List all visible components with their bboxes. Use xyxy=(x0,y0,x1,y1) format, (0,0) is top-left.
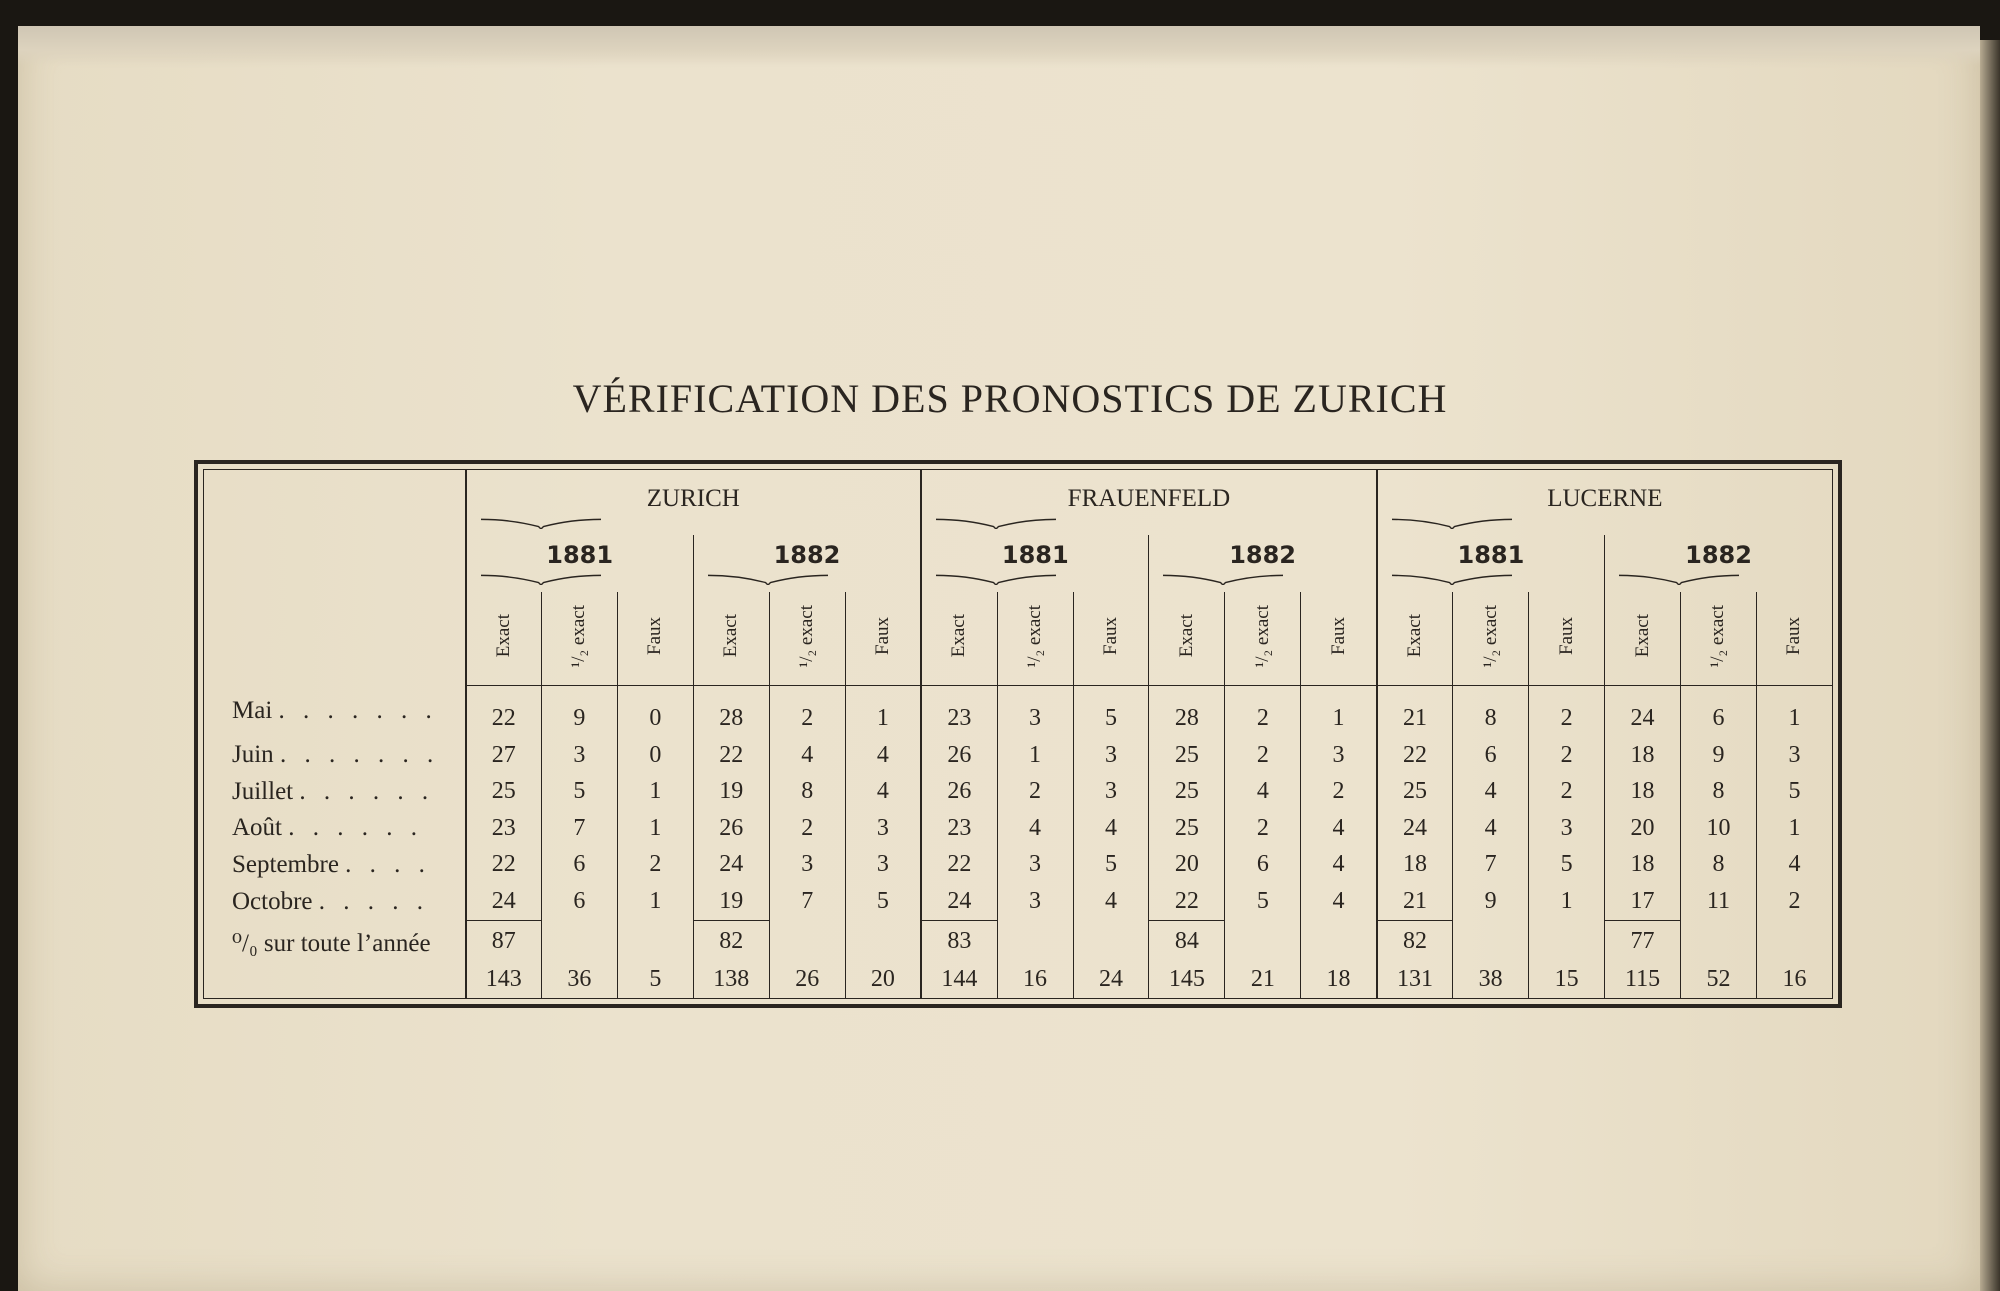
table-cell: 2 xyxy=(997,774,1073,811)
exact-header xyxy=(693,592,769,686)
leader-dots: . . . . . . . xyxy=(279,741,440,769)
total-cell: 143 xyxy=(466,961,542,998)
city-name: FRAUENFELD xyxy=(1067,484,1231,512)
table-cell: 21 xyxy=(1377,883,1453,920)
table-cell: 1 xyxy=(1529,883,1605,920)
table-cell: 22 xyxy=(466,847,542,884)
table-cell: 18 xyxy=(1605,847,1681,884)
total-cell: 36 xyxy=(541,961,617,998)
table-cell: 2 xyxy=(1225,810,1301,847)
empty-cell xyxy=(1225,920,1301,961)
exact-header xyxy=(921,592,997,686)
subheader-label: Exact xyxy=(948,614,970,658)
faux-header xyxy=(1301,592,1377,686)
table-cell: 3 xyxy=(1529,810,1605,847)
table-row xyxy=(204,686,1833,737)
table-cell: 24 xyxy=(921,883,997,920)
table-cell: 0 xyxy=(617,737,693,774)
exact-header xyxy=(1605,592,1681,686)
table-cell: 23 xyxy=(921,810,997,847)
table-cell: 11 xyxy=(1681,883,1757,920)
month-label xyxy=(204,737,466,774)
table-cell: 25 xyxy=(1149,774,1225,811)
year-header xyxy=(1605,535,1833,592)
table-cell: 20 xyxy=(1605,810,1681,847)
table-cell: 23 xyxy=(466,810,542,847)
table-cell: 19 xyxy=(693,883,769,920)
table-row xyxy=(204,847,1833,884)
empty-cell xyxy=(1529,920,1605,961)
percent-label: ⁰/₀ sur toute l’année xyxy=(232,930,431,958)
table-cell: 2 xyxy=(1225,737,1301,774)
subheader-label: Faux xyxy=(1555,617,1577,656)
table-row xyxy=(204,810,1833,847)
table-cell: 4 xyxy=(1301,810,1377,847)
total-cell: 115 xyxy=(1605,961,1681,998)
month-name: Août xyxy=(232,814,282,842)
year-header xyxy=(921,535,1149,592)
half-exact-header xyxy=(769,592,845,686)
table-cell: 4 xyxy=(997,810,1073,847)
faux-header xyxy=(1529,592,1605,686)
table-frame xyxy=(194,460,1842,1008)
brace-icon xyxy=(708,573,828,585)
half-exact-header xyxy=(1681,592,1757,686)
subheader-label: Exact xyxy=(1631,614,1653,658)
table-cell: 1 xyxy=(617,883,693,920)
book-binding-edge xyxy=(1980,40,2000,1291)
table-cell: 4 xyxy=(1073,810,1149,847)
table-cell: 24 xyxy=(1605,686,1681,737)
exact-header xyxy=(1377,592,1453,686)
total-cell: 26 xyxy=(769,961,845,998)
subheader-label: Exact xyxy=(720,614,742,658)
page-title: VÉRIFICATION DES PRONOSTICS DE ZURICH xyxy=(572,376,1448,421)
subheader-label: ¹/₂ exact xyxy=(796,604,818,668)
table-cell: 4 xyxy=(845,737,921,774)
table-cell: 4 xyxy=(1225,774,1301,811)
table-cell: 28 xyxy=(1149,686,1225,737)
total-cell: 5 xyxy=(617,961,693,998)
year-header xyxy=(1149,535,1377,592)
subheader-label: Faux xyxy=(1783,617,1805,656)
empty-cell xyxy=(845,920,921,961)
total-cell: 21 xyxy=(1225,961,1301,998)
table-cell: 23 xyxy=(921,686,997,737)
table-cell: 4 xyxy=(769,737,845,774)
year-header xyxy=(466,535,694,592)
brace-icon xyxy=(481,517,601,529)
empty-cell xyxy=(1301,920,1377,961)
year-label: 1881 xyxy=(1457,541,1525,570)
year-label: 1881 xyxy=(546,541,614,570)
table-cell: 1 xyxy=(1756,686,1832,737)
total-cell: 38 xyxy=(1453,961,1529,998)
table-cell: 6 xyxy=(1225,847,1301,884)
table-cell: 1 xyxy=(997,737,1073,774)
table-cell: 8 xyxy=(1453,686,1529,737)
exact-header xyxy=(1149,592,1225,686)
month-name: Mai xyxy=(232,697,273,725)
table-cell: 2 xyxy=(1225,686,1301,737)
table-cell: 9 xyxy=(541,686,617,737)
brace-icon xyxy=(1163,573,1283,585)
table-cell: 27 xyxy=(466,737,542,774)
half-exact-header xyxy=(1225,592,1301,686)
leader-dots: . . . . . . xyxy=(299,777,435,805)
table-cell: 2 xyxy=(1301,774,1377,811)
table-cell: 3 xyxy=(769,847,845,884)
subheader-label: Exact xyxy=(1403,614,1425,658)
table-cell: 0 xyxy=(617,686,693,737)
table-cell: 3 xyxy=(1073,737,1149,774)
table-cell: 17 xyxy=(1605,883,1681,920)
city-header-row xyxy=(204,470,1833,535)
table-cell: 3 xyxy=(1301,737,1377,774)
table-cell: 25 xyxy=(1149,737,1225,774)
table-cell: 25 xyxy=(466,774,542,811)
table-cell: 2 xyxy=(769,810,845,847)
table-cell: 26 xyxy=(921,774,997,811)
year-header xyxy=(693,535,921,592)
table-cell: 22 xyxy=(693,737,769,774)
table-cell: 6 xyxy=(1453,737,1529,774)
city-header-lucerne xyxy=(1377,470,1833,535)
percent-cell: 83 xyxy=(921,920,997,961)
subheader-label: ¹/₂ exact xyxy=(1707,604,1729,668)
brace-icon xyxy=(1619,573,1739,585)
subheader-label: Exact xyxy=(1175,614,1197,658)
table-cell: 5 xyxy=(845,883,921,920)
table-cell: 1 xyxy=(845,686,921,737)
table-cell: 21 xyxy=(1377,686,1453,737)
table-cell: 4 xyxy=(1301,847,1377,884)
table-cell: 7 xyxy=(1453,847,1529,884)
subheader-label: ¹/₂ exact xyxy=(568,604,590,668)
table-cell: 2 xyxy=(1529,737,1605,774)
exact-header xyxy=(466,592,542,686)
empty-cell xyxy=(1756,920,1832,961)
empty-cell xyxy=(1453,920,1529,961)
table-cell: 18 xyxy=(1605,774,1681,811)
total-cell: 20 xyxy=(845,961,921,998)
table-cell: 3 xyxy=(997,847,1073,884)
total-cell: 16 xyxy=(1756,961,1832,998)
table-cell: 4 xyxy=(1301,883,1377,920)
month-label xyxy=(204,883,466,920)
table-cell: 5 xyxy=(1225,883,1301,920)
forecast-verification-table xyxy=(203,469,1833,999)
year-label: 1882 xyxy=(773,541,841,570)
brace-icon xyxy=(1392,517,1512,529)
total-cell: 144 xyxy=(921,961,997,998)
table-cell: 5 xyxy=(541,774,617,811)
table-cell: 8 xyxy=(769,774,845,811)
table-cell: 2 xyxy=(1756,883,1832,920)
page-top-edge xyxy=(18,26,1980,66)
table-cell: 4 xyxy=(1453,774,1529,811)
leader-dots: . . . . xyxy=(345,850,431,878)
month-label xyxy=(204,810,466,847)
city-header-zurich xyxy=(466,470,922,535)
table-cell: 24 xyxy=(466,883,542,920)
table-cell: 4 xyxy=(1756,847,1832,884)
table-cell: 4 xyxy=(845,774,921,811)
table-cell: 5 xyxy=(1529,847,1605,884)
table-cell: 20 xyxy=(1149,847,1225,884)
table-cell: 4 xyxy=(1073,883,1149,920)
percent-cell: 82 xyxy=(693,920,769,961)
month-label xyxy=(204,774,466,811)
table-cell: 6 xyxy=(541,883,617,920)
percent-cell: 87 xyxy=(466,920,542,961)
subheader-label: Faux xyxy=(644,617,666,656)
leader-dots: . . . . . xyxy=(318,887,430,915)
table-cell: 19 xyxy=(693,774,769,811)
table-cell: 22 xyxy=(466,686,542,737)
table-cell: 3 xyxy=(1073,774,1149,811)
table-cell: 2 xyxy=(769,686,845,737)
city-header-frauenfeld xyxy=(921,470,1377,535)
faux-header xyxy=(845,592,921,686)
month-label xyxy=(204,686,466,737)
table-cell: 9 xyxy=(1681,737,1757,774)
leader-dots: . . . . . . xyxy=(288,814,423,842)
table-cell: 2 xyxy=(1529,774,1605,811)
empty-cell xyxy=(997,920,1073,961)
total-cell: 15 xyxy=(1529,961,1605,998)
subheader-label: ¹/₂ exact xyxy=(1024,604,1046,668)
subheader-label: Faux xyxy=(871,617,893,656)
percent-cell: 82 xyxy=(1377,920,1453,961)
total-cell: 131 xyxy=(1377,961,1453,998)
faux-header xyxy=(1073,592,1149,686)
table-cell: 22 xyxy=(1149,883,1225,920)
table-cell: 10 xyxy=(1681,810,1757,847)
brace-icon xyxy=(1392,573,1512,585)
table-cell: 1 xyxy=(617,774,693,811)
brace-icon xyxy=(481,573,601,585)
total-cell: 18 xyxy=(1301,961,1377,998)
table-cell: 1 xyxy=(1301,686,1377,737)
table-row xyxy=(204,883,1833,920)
table-cell: 24 xyxy=(1377,810,1453,847)
total-cell: 138 xyxy=(693,961,769,998)
total-cell: 16 xyxy=(997,961,1073,998)
month-name: Juillet xyxy=(232,777,294,805)
table-cell: 1 xyxy=(617,810,693,847)
half-exact-header xyxy=(541,592,617,686)
table-cell: 5 xyxy=(1756,774,1832,811)
subheader-label: Exact xyxy=(492,614,514,658)
percent-cell: 84 xyxy=(1149,920,1225,961)
table-cell: 3 xyxy=(997,686,1073,737)
city-name: LUCERNE xyxy=(1547,484,1663,512)
subheader-label: Faux xyxy=(1327,617,1349,656)
month-name: Septembre xyxy=(232,850,339,878)
table-cell: 25 xyxy=(1149,810,1225,847)
table-cell: 28 xyxy=(693,686,769,737)
table-cell: 25 xyxy=(1377,774,1453,811)
table-row xyxy=(204,737,1833,774)
table-row xyxy=(204,774,1833,811)
empty-cell xyxy=(1681,920,1757,961)
empty-cell xyxy=(541,920,617,961)
empty-cell xyxy=(1073,920,1149,961)
brace-icon xyxy=(936,573,1056,585)
table-cell: 22 xyxy=(921,847,997,884)
table-cell: 7 xyxy=(769,883,845,920)
table-cell: 8 xyxy=(1681,847,1757,884)
total-cell: 24 xyxy=(1073,961,1149,998)
empty-cell xyxy=(617,920,693,961)
faux-header xyxy=(617,592,693,686)
table-cell: 22 xyxy=(1377,737,1453,774)
table-cell: 2 xyxy=(617,847,693,884)
year-header xyxy=(1377,535,1605,592)
table-cell: 6 xyxy=(1681,686,1757,737)
month-name: Octobre xyxy=(232,887,313,915)
month-label xyxy=(204,847,466,884)
year-label: 1882 xyxy=(1685,541,1752,570)
table-cell: 3 xyxy=(541,737,617,774)
empty-cell xyxy=(769,920,845,961)
table-cell: 18 xyxy=(1605,737,1681,774)
subheader-label: ¹/₂ exact xyxy=(1479,604,1501,668)
faux-header xyxy=(1756,592,1832,686)
table-cell: 1 xyxy=(1756,810,1832,847)
table-cell: 18 xyxy=(1377,847,1453,884)
table-cell: 2 xyxy=(1529,686,1605,737)
table-cell: 24 xyxy=(693,847,769,884)
city-name: ZURICH xyxy=(646,484,740,512)
table-cell: 26 xyxy=(921,737,997,774)
table-cell: 6 xyxy=(541,847,617,884)
subheader-label: Faux xyxy=(1099,617,1121,656)
leader-dots: . . . . . . . xyxy=(278,697,438,725)
table-cell: 3 xyxy=(1756,737,1832,774)
table-cell: 8 xyxy=(1681,774,1757,811)
table-cell: 9 xyxy=(1453,883,1529,920)
subheader-label: ¹/₂ exact xyxy=(1251,604,1273,668)
table-cell: 4 xyxy=(1453,810,1529,847)
table-cell: 7 xyxy=(541,810,617,847)
half-exact-header xyxy=(1453,592,1529,686)
brace-icon xyxy=(936,517,1056,529)
total-cell: 145 xyxy=(1149,961,1225,998)
table-cell: 5 xyxy=(1073,686,1149,737)
year-label: 1881 xyxy=(1001,541,1069,570)
percent-row xyxy=(204,920,1833,961)
table-cell: 5 xyxy=(1073,847,1149,884)
half-exact-header xyxy=(997,592,1073,686)
corner-cell xyxy=(204,470,466,686)
table-cell: 3 xyxy=(997,883,1073,920)
total-cell: 52 xyxy=(1681,961,1757,998)
table-cell: 3 xyxy=(845,810,921,847)
month-name: Juin xyxy=(232,741,274,769)
percent-cell: 77 xyxy=(1605,920,1681,961)
table-cell: 3 xyxy=(845,847,921,884)
year-label: 1882 xyxy=(1229,541,1296,570)
table-cell: 26 xyxy=(693,810,769,847)
